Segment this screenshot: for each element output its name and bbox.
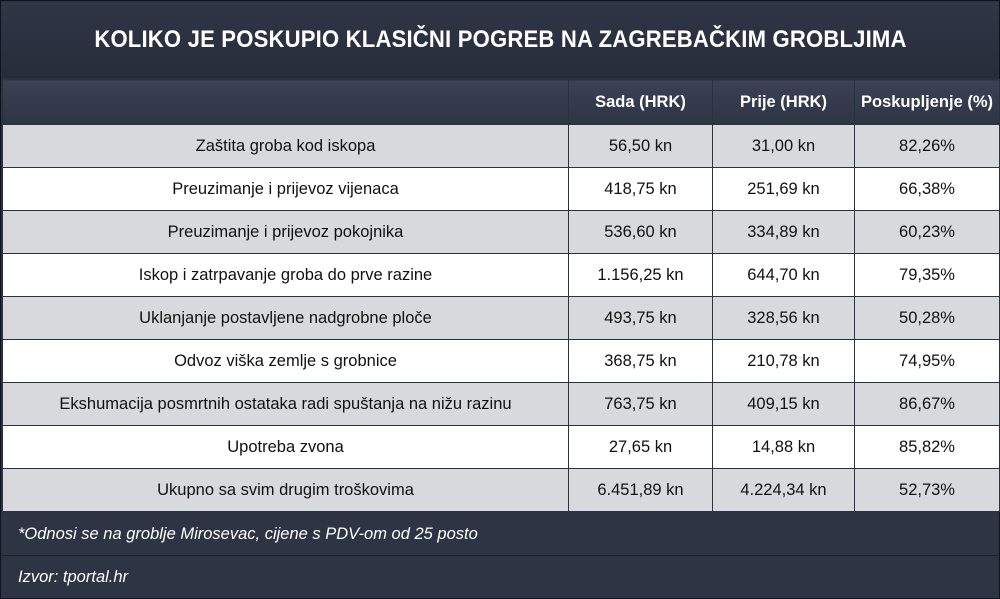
price-before: 409,15 kn <box>713 383 855 426</box>
item-label: Preuzimanje i prijevoz vijenaca <box>3 168 569 211</box>
price-before: 328,56 kn <box>713 297 855 340</box>
increase-percent: 50,28% <box>855 297 1000 340</box>
price-before: 644,70 kn <box>713 254 855 297</box>
header-poskupljenje: Poskupljenje (%) <box>855 80 1000 125</box>
price-before: 31,00 kn <box>713 125 855 168</box>
footnote: *Odnosi se na groblje Mirosevac, cijene s PDV-om od 25 posto <box>18 524 478 543</box>
price-now: 56,50 kn <box>569 125 713 168</box>
table-row <box>3 125 1000 168</box>
item-label: Ekshumacija posmrtnih ostataka radi spuštanja na nižu razinu <box>3 383 569 426</box>
table-row <box>3 383 1000 426</box>
increase-percent: 85,82% <box>855 426 1000 469</box>
increase-percent: 82,26% <box>855 125 1000 168</box>
table-row <box>3 340 1000 383</box>
table-row <box>3 469 1000 512</box>
increase-percent: 60,23% <box>855 211 1000 254</box>
item-label: Zaštita groba kod iskopa <box>3 125 569 168</box>
note-bar <box>2 513 998 556</box>
price-before: 4.224,34 kn <box>713 469 855 512</box>
item-label: Preuzimanje i prijevoz pokojnika <box>3 211 569 254</box>
item-label: Odvoz viška zemlje s grobnice <box>3 340 569 383</box>
item-label: Iskop i zatrpavanje groba do prve razine <box>3 254 569 297</box>
increase-percent: 79,35% <box>855 254 1000 297</box>
source-bar <box>2 556 998 598</box>
price-before: 14,88 kn <box>713 426 855 469</box>
price-now: 763,75 kn <box>569 383 713 426</box>
increase-percent: 74,95% <box>855 340 1000 383</box>
price-now: 27,65 kn <box>569 426 713 469</box>
source-text: Izvor: tportal.hr <box>18 567 129 586</box>
price-table <box>2 79 1000 512</box>
item-label: Ukupno sa svim drugim troškovima <box>3 469 569 512</box>
price-before: 210,78 kn <box>713 340 855 383</box>
item-label: Uklanjanje postavljene nadgrobne ploče <box>3 297 569 340</box>
price-now: 1.156,25 kn <box>569 254 713 297</box>
table-body <box>3 125 1000 512</box>
price-now: 6.451,89 kn <box>569 469 713 512</box>
increase-percent: 52,73% <box>855 469 1000 512</box>
increase-percent: 86,67% <box>855 383 1000 426</box>
table-row <box>3 426 1000 469</box>
price-now: 493,75 kn <box>569 297 713 340</box>
title-bar <box>2 2 998 78</box>
table-row <box>3 168 1000 211</box>
header-row <box>3 80 1000 125</box>
price-before: 334,89 kn <box>713 211 855 254</box>
table-header <box>3 80 1000 125</box>
increase-percent: 66,38% <box>855 168 1000 211</box>
table-row <box>3 254 1000 297</box>
table-row <box>3 211 1000 254</box>
header-prije: Prije (HRK) <box>713 80 855 125</box>
price-now: 418,75 kn <box>569 168 713 211</box>
table-row <box>3 297 1000 340</box>
price-now: 368,75 kn <box>569 340 713 383</box>
price-before: 251,69 kn <box>713 168 855 211</box>
header-sada: Sada (HRK) <box>569 80 713 125</box>
price-now: 536,60 kn <box>569 211 713 254</box>
header-item <box>3 80 569 125</box>
item-label: Upotreba zvona <box>3 426 569 469</box>
chart-title: KOLIKO JE POSKUPIO KLASIČNI POGREB NA ZAGREBAČKIM GROBLJIMA <box>93 26 907 53</box>
